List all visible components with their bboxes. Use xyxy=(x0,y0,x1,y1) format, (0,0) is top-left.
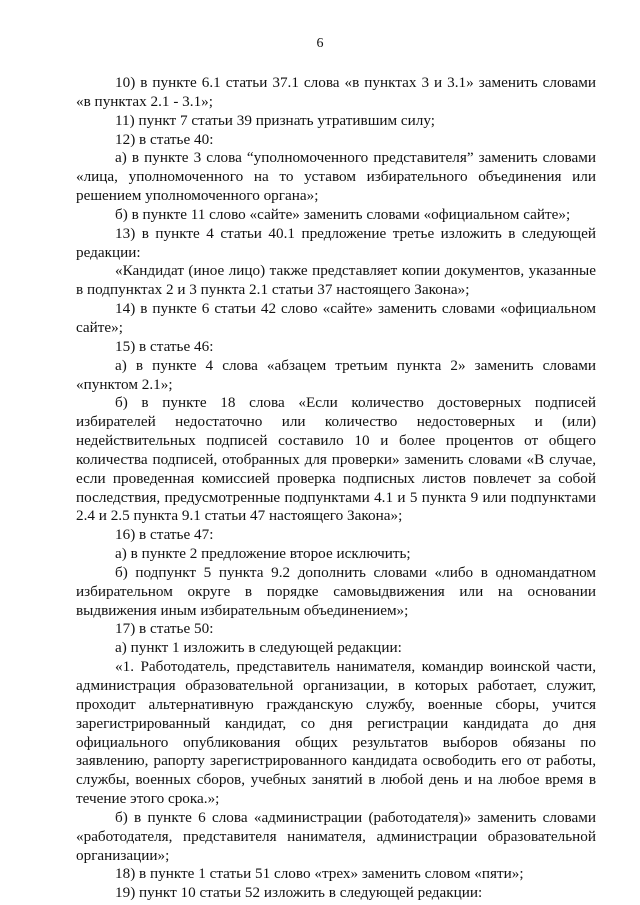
paragraph-15b: б) в пункте 18 слова «Если количество достоверных подписей избирателей недостаточно или количество недостоверных и (или) недействительных подписей составило 10 и более процентов от общего количества подписей, отобранных для проверки» заменить словами «В случае, если проведенная комиссией проверка подписных листов повлечет за собой последствия, предусмотренные подпунктами 4.1 и 5 пункта 9 или подпунктами 2.4 и 2.5 пункта 9.1 статьи 47 настоящего Закона»; xyxy=(76,394,596,525)
page-number: 6 xyxy=(316,36,324,51)
paragraph-16a: а) в пункте 2 предложение второе исключить; xyxy=(115,545,411,563)
paragraph-14: 14) в пункте 6 статьи 42 слово «сайте» заменить словами «официальном сайте»; xyxy=(76,300,596,336)
paragraph-12b: б) в пункте 11 слово «сайте» заменить словами «официальном сайте»; xyxy=(115,205,571,223)
paragraph-15: 15) в статье 46: xyxy=(115,337,214,355)
paragraph-17: 17) в статье 50: xyxy=(115,620,214,638)
paragraph-19: 19) пункт 10 статьи 52 изложить в следующей редакции: xyxy=(115,884,483,902)
paragraph-17b: б) в пункте 6 слова «администрации (работодателя)» заменить словами «работодателя, представителя нанимателя, администрации образовательной организации»; xyxy=(76,808,596,864)
paragraph-15a: а) в пункте 4 слова «абзацем третьим пункта 2» заменить словами «пунктом 2.1»; xyxy=(76,356,596,393)
paragraph-16: 16) в статье 47: xyxy=(115,526,214,544)
paragraph-12a: а) в пункте 3 слова “уполномоченного представителя” заменить словами «лица, уполномоченного на то уставом избирательного объединения или решением уполномоченного органа»; xyxy=(76,149,596,205)
paragraph-13-quote: «Кандидат (иное лицо) также представляет копии документов, указанные в подпунктах 2 и 3 пункта 2.1 статьи 37 настоящего Закона»; xyxy=(76,262,596,299)
paragraph-11: 11) пункт 7 статьи 39 признать утратившим силу; xyxy=(115,111,435,129)
paragraph-17a: а) пункт 1 изложить в следующей редакции: xyxy=(115,639,402,657)
paragraph-12: 12) в статье 40: xyxy=(115,130,214,148)
paragraph-18: 18) в пункте 1 статьи 51 слово «трех» заменить словом «пяти»; xyxy=(115,865,524,883)
paragraph-10: 10) в пункте 6.1 статьи 37.1 слова «в пунктах 3 и 3.1» заменить словами «в пунктах 2.1 - 3.1»; xyxy=(76,74,596,110)
paragraph-16b: б) подпункт 5 пункта 9.2 дополнить словами «либо в одномандатном избирательном округе в порядке самовыдвижения или на основании выдвижения иным избирательным объединением»; xyxy=(76,563,596,619)
paragraph-17a-quote: «1. Работодатель, представитель нанимателя, командир воинской части, администрация образовательной организации, в которых работает, служит, проходит альтернативную гражданскую службу, военные сборы, учится зарегистрированный кандидат, со дня регистрации кандидата до дня официального опубликования общих результатов выборов обязаны по заявлению, рапорту зарегистрированного кандидата освободить его от работы, службы, военных сборов, учебных занятий в любой день и на любое время в течение этого срока.»; xyxy=(76,658,596,808)
paragraph-13: 13) в пункте 4 статьи 40.1 предложение третье изложить в следующей редакции: xyxy=(76,224,596,261)
document-body xyxy=(76,74,596,903)
